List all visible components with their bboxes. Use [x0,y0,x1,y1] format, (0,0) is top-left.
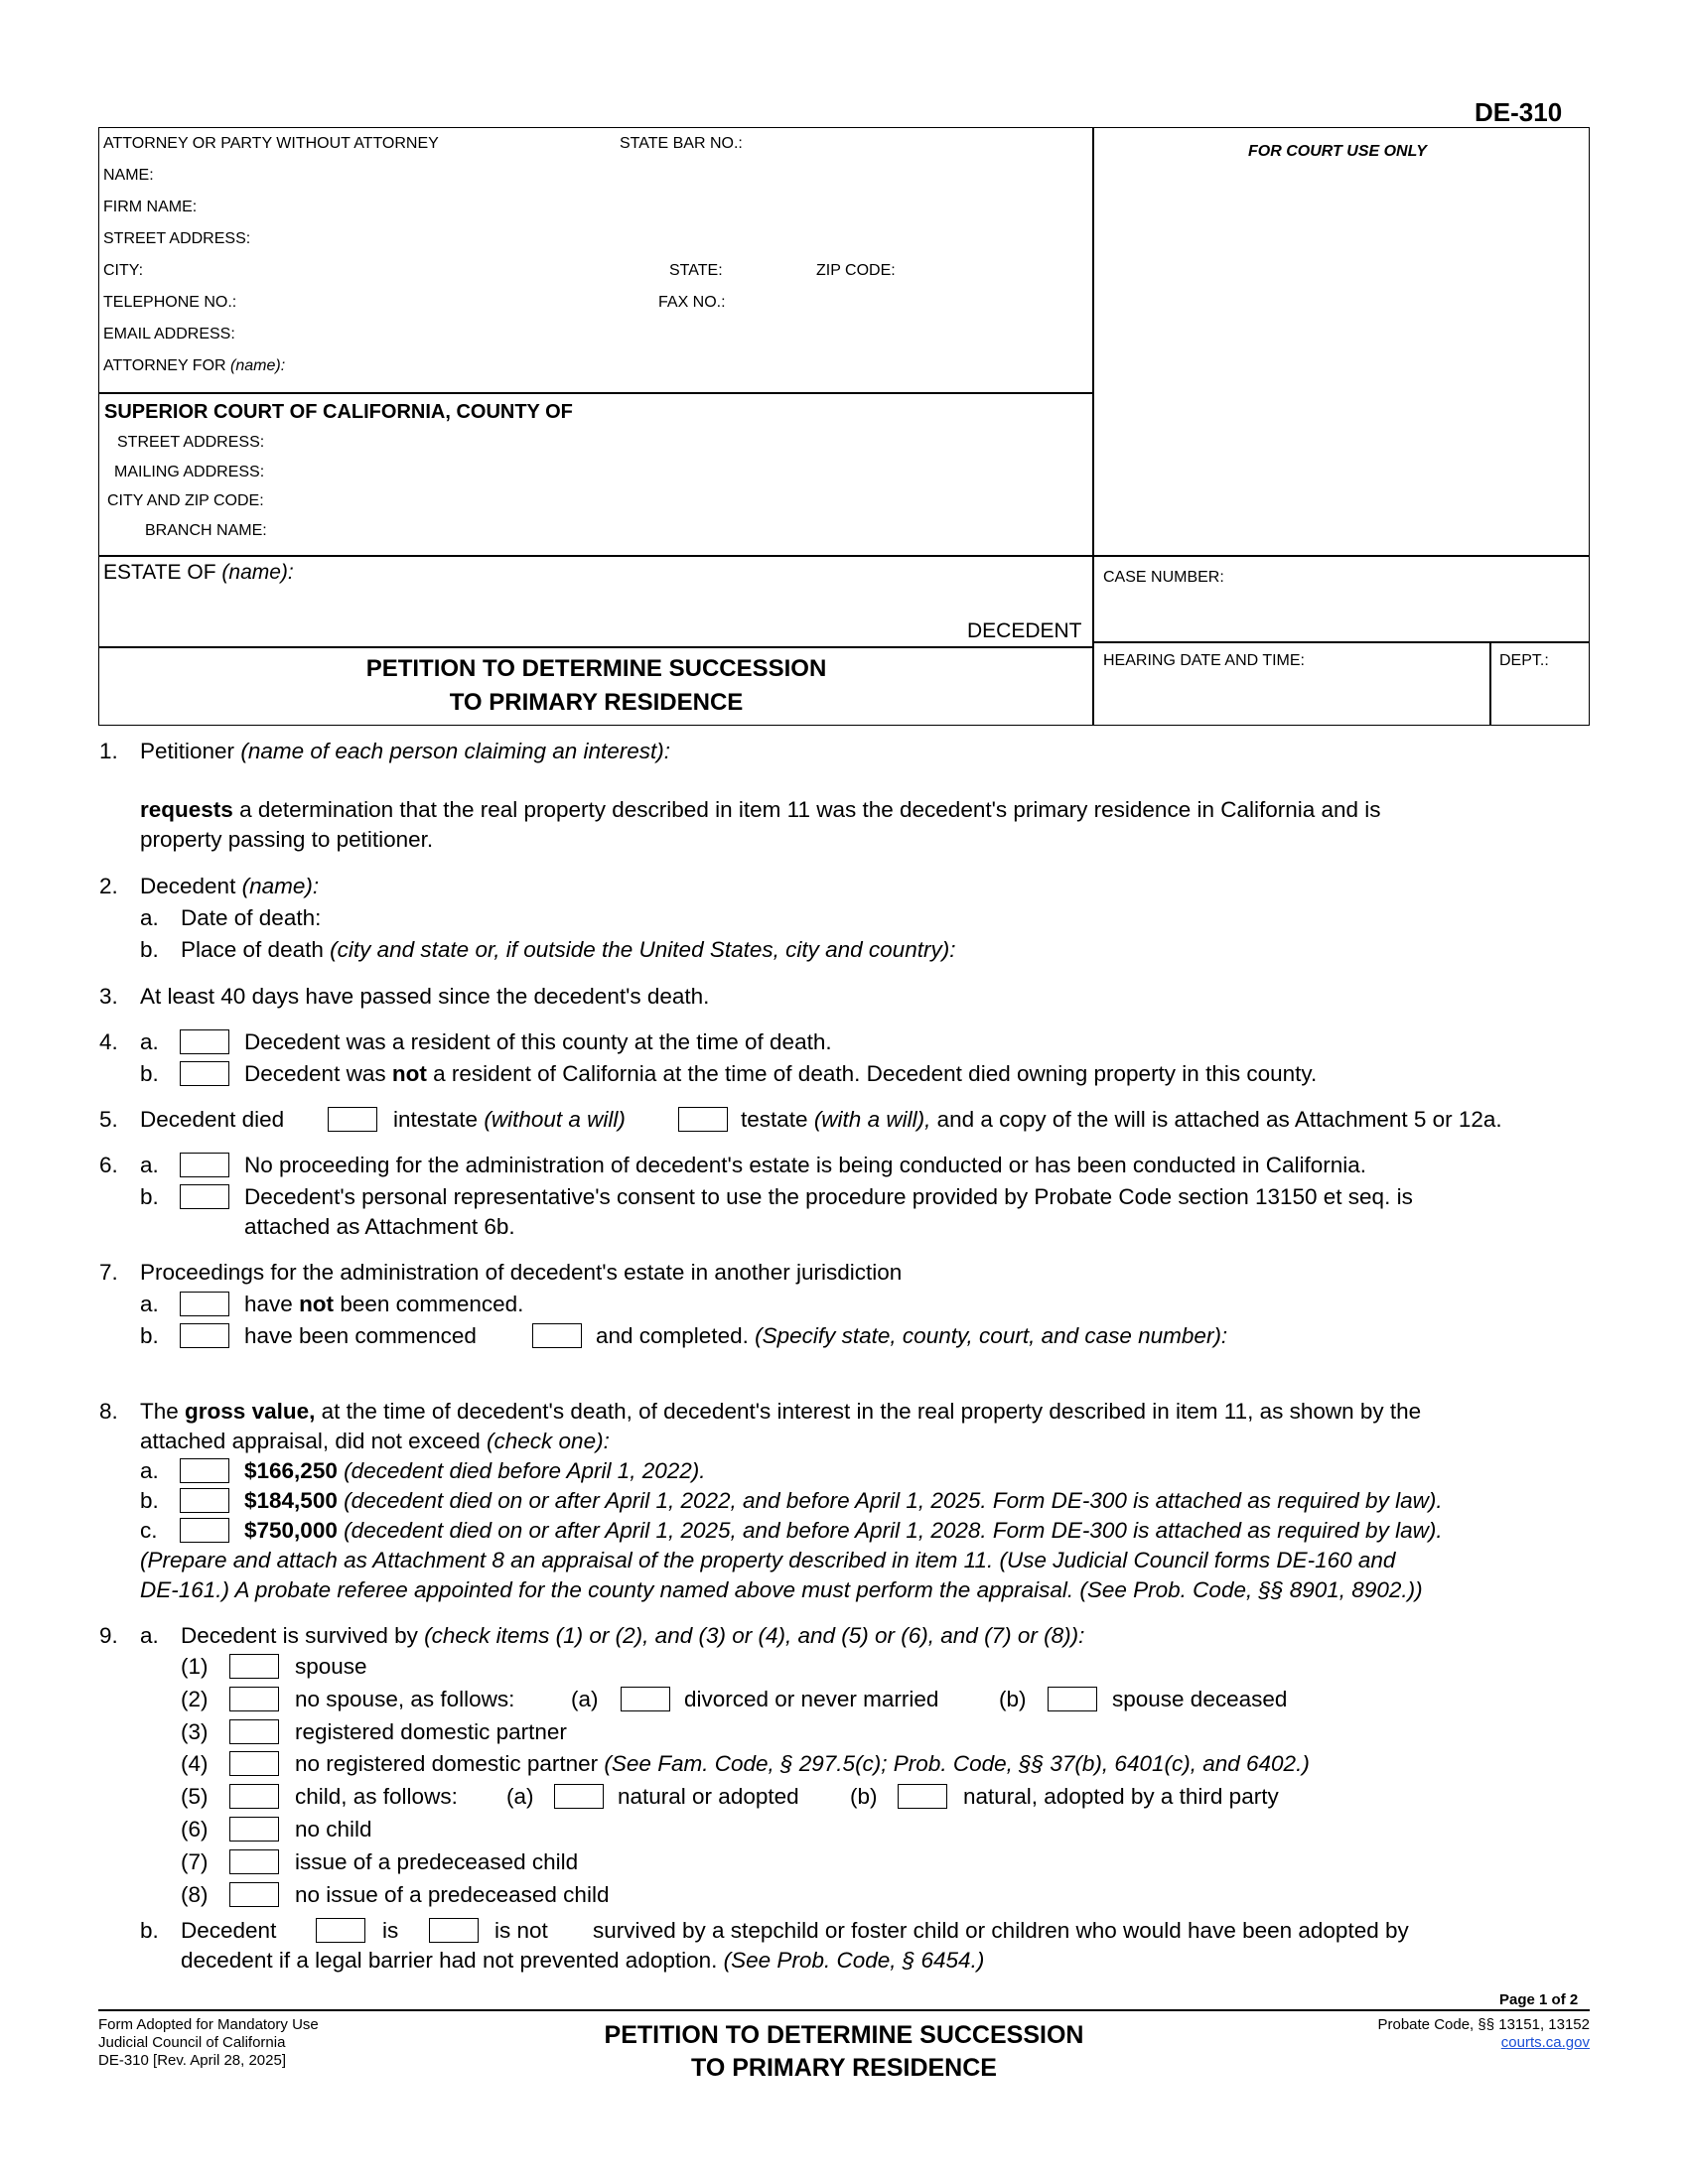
partner-checkbox[interactable] [229,1719,279,1744]
city-label: CITY: [103,262,144,279]
spouse-checkbox[interactable] [229,1654,279,1679]
courts-link[interactable]: courts.ca.gov [1500,2034,1590,2051]
item-8b-letter: b. [140,1488,159,1513]
dept-label: DEPT.: [1499,652,1549,669]
survivor-2a-label: (a) [571,1687,599,1711]
court-use-label: FOR COURT USE ONLY [1248,143,1427,160]
survivor-6: no child [295,1817,372,1842]
survivor-5-num: (5) [181,1784,209,1809]
item-9b-cont: decedent if a legal barrier had not prevented adoption. (See Prob. Code, § 6454.) [181,1948,985,1973]
survivor-6-num: (6) [181,1817,209,1842]
item-7b-completed: and completed. (Specify state, county, court, and case number): [596,1323,1228,1348]
footer-rule [98,2009,1590,2011]
survivor-1: spouse [295,1654,367,1679]
item-8a-checkbox[interactable] [180,1458,229,1483]
court-street-label: STREET ADDRESS: [117,434,265,451]
survivor-4-num: (4) [181,1751,209,1776]
item-7: Proceedings for the administration of decedent's estate in another jurisdiction [140,1260,903,1285]
survivor-5b-label: (b) [850,1784,878,1809]
item-9b-letter: b. [140,1918,159,1943]
item-7-num: 7. [99,1260,118,1285]
court-branch-label: BRANCH NAME: [145,522,267,539]
caption-right-box [1092,127,1590,726]
survivor-8: no issue of a predeceased child [295,1882,610,1907]
item-4-num: 4. [99,1029,118,1054]
case-number-label: CASE NUMBER: [1103,569,1224,586]
divider [1092,555,1590,557]
state-bar-label: STATE BAR NO.: [620,135,743,152]
item-9-num: 9. [99,1623,118,1648]
survivor-3-num: (3) [181,1719,209,1744]
item-6a: No proceeding for the administration of decedent's estate is being conducted or has been conducted in California. [244,1153,1367,1177]
item-8c-checkbox[interactable] [180,1518,229,1543]
survivor-4: no registered domestic partner (See Fam. Code, § 297.5(c); Prob. Code, §§ 37(b), 6401(c), and 6402.) [295,1751,1310,1776]
footer-title: PETITION TO DETERMINE SUCCESSION TO PRIMARY RESIDENCE [604,2021,1084,2082]
item-8c: $750,000 (decedent died on or after April 1, 2025, and before April 1, 2028. Form DE-300 is attached as required by law). [244,1518,1443,1543]
is-not-label: is not [494,1918,548,1943]
item-6b: Decedent's personal representative's consent to use the procedure provided by Probate Code section 13150 et seq. is [244,1184,1413,1209]
survivor-5b: natural, adopted by a third party [963,1784,1279,1809]
item-8-note: (Prepare and attach as Attachment 8 an appraisal of the property described in item 11. (Use Judicial Council forms DE-160 and [140,1548,1396,1572]
item-4a-checkbox[interactable] [180,1029,229,1054]
item-9a-letter: a. [140,1623,159,1648]
item-2a: Date of death: [181,905,322,930]
item-8c-letter: c. [140,1518,158,1543]
item-2: Decedent (name): [140,874,320,898]
item-9b: Decedent [181,1918,277,1943]
item-1-request-cont: property passing to petitioner. [140,827,434,852]
item-7b: have been commenced [244,1323,477,1348]
is-label: is [382,1918,399,1943]
survivor-7-num: (7) [181,1849,209,1874]
survivor-7: issue of a predeceased child [295,1849,579,1874]
attorney-label: ATTORNEY OR PARTY WITHOUT ATTORNEY [103,135,439,152]
fax-label: FAX NO.: [658,294,726,311]
item-8b-checkbox[interactable] [180,1488,229,1513]
item-5-num: 5. [99,1107,118,1132]
child-checkbox[interactable] [229,1784,279,1809]
natural-adopted-checkbox[interactable] [554,1784,604,1809]
item-3: At least 40 days have passed since the decedent's death. [140,984,710,1009]
item-2a-letter: a. [140,905,159,930]
form-title: PETITION TO DETERMINE SUCCESSION TO PRIMARY RESIDENCE [365,655,827,716]
third-party-checkbox[interactable] [898,1784,947,1809]
hearing-label: HEARING DATE AND TIME: [1103,652,1305,669]
testate-checkbox[interactable] [678,1107,728,1132]
survivor-2b: spouse deceased [1112,1687,1288,1711]
item-8a-letter: a. [140,1458,159,1483]
item-8: The gross value, at the time of decedent's death, of decedent's interest in the real property described in item 11, as shown by the [140,1399,1422,1424]
no-spouse-checkbox[interactable] [229,1687,279,1711]
spouse-deceased-checkbox[interactable] [1048,1687,1097,1711]
state-label: STATE: [669,262,723,279]
item-4a-letter: a. [140,1029,159,1054]
no-issue-checkbox[interactable] [229,1882,279,1907]
court-mailing-label: MAILING ADDRESS: [114,464,265,480]
item-8a: $166,250 (decedent died before April 1, 2022). [244,1458,706,1483]
survivor-2-num: (2) [181,1687,209,1711]
item-1-num: 1. [99,739,118,763]
testate-label: testate (with a will), and a copy of the will is attached as Attachment 5 or 12a. [741,1107,1502,1132]
survivor-3: registered domestic partner [295,1719,567,1744]
survivor-1-num: (1) [181,1654,209,1679]
item-6b-checkbox[interactable] [180,1184,229,1209]
page-number: Page 1 of 2 [1499,1991,1579,2008]
item-4b-letter: b. [140,1061,159,1086]
is-not-checkbox[interactable] [429,1918,479,1943]
survivor-2b-label: (b) [999,1687,1027,1711]
divider [98,555,1094,557]
item-4b-checkbox[interactable] [180,1061,229,1086]
survivor-2: no spouse, as follows: [295,1687,515,1711]
attorney-for-label: ATTORNEY FOR (name): [103,357,286,374]
item-8b: $184,500 (decedent died on or after April 1, 2022, and before April 1, 2025. Form DE-300 is attached as required by law). [244,1488,1443,1513]
divorced-checkbox[interactable] [621,1687,670,1711]
intestate-label: intestate (without a will) [393,1107,626,1132]
email-label: EMAIL ADDRESS: [103,326,235,342]
estate-label: ESTATE OF (name): [103,561,294,584]
item-6a-letter: a. [140,1153,159,1177]
item-6b-letter: b. [140,1184,159,1209]
no-partner-checkbox[interactable] [229,1751,279,1776]
intestate-checkbox[interactable] [328,1107,377,1132]
item-1-request: requests a determination that the real property described in item 11 was the decedent's primary residence in California and is [140,797,1381,822]
zip-label: ZIP CODE: [816,262,896,279]
item-2b-letter: b. [140,937,159,962]
item-2-num: 2. [99,874,118,898]
firm-label: FIRM NAME: [103,199,198,215]
court-title: SUPERIOR COURT OF CALIFORNIA, COUNTY OF [104,401,573,423]
item-6b-cont: attached as Attachment 6b. [244,1214,515,1239]
survivor-2a: divorced or never married [684,1687,939,1711]
item-5: Decedent died [140,1107,285,1132]
item-8-cont: attached appraisal, did not exceed (check one): [140,1429,610,1453]
decedent-label: DECEDENT [967,619,1082,642]
is-checkbox[interactable] [316,1918,365,1943]
divider [1489,641,1491,726]
no-child-checkbox[interactable] [229,1817,279,1842]
item-8-note-cont: DE-161.) A probate referee appointed for the county named above must perform the appraisal. (See Prob. Code, §§ 8901, 8902.)) [140,1577,1423,1602]
item-1: Petitioner (name of each person claiming an interest): [140,739,671,763]
street-label: STREET ADDRESS: [103,230,251,247]
item-4a: Decedent was a resident of this county at the time of death. [244,1029,832,1054]
item-3-num: 3. [99,984,118,1009]
footer-adopted: Form Adopted for Mandatory Use Judicial Council of California DE-310 [Rev. April 28, 2025] [98,2016,319,2069]
caption-left-box [98,127,1094,726]
item-7a-letter: a. [140,1292,159,1316]
item-7a: have not been commenced. [244,1292,524,1316]
footer-code: Probate Code, §§ 13151, 13152 courts.ca.gov [1192,2016,1590,2052]
survivor-5a-label: (a) [506,1784,534,1809]
survivor-5: child, as follows: [295,1784,458,1809]
item-9a: Decedent is survived by (check items (1) or (2), and (3) or (4), and (5) or (6), and (7) or (8)): [181,1623,1085,1648]
item-7b-checkbox[interactable] [180,1323,229,1348]
item-6a-checkbox[interactable] [180,1153,229,1177]
item-8-num: 8. [99,1399,118,1424]
item-6-num: 6. [99,1153,118,1177]
telephone-label: TELEPHONE NO.: [103,294,237,311]
item-7a-checkbox[interactable] [180,1292,229,1316]
survivor-5a: natural or adopted [618,1784,799,1809]
court-cityzip-label: CITY AND ZIP CODE: [107,492,264,509]
item-9b-tail: survived by a stepchild or foster child or children who would have been adopted by [593,1918,1409,1943]
item-7b-completed-checkbox[interactable] [532,1323,582,1348]
divider [98,646,1094,648]
survivor-8-num: (8) [181,1882,209,1907]
issue-checkbox[interactable] [229,1849,279,1874]
item-4b: Decedent was not a resident of California at the time of death. Decedent died owning property in this county. [244,1061,1318,1086]
form-id: DE-310 [1475,97,1563,127]
divider [1092,641,1590,643]
divider [98,392,1094,394]
name-label: NAME: [103,167,154,184]
item-7b-letter: b. [140,1323,159,1348]
item-2b: Place of death (city and state or, if outside the United States, city and country): [181,937,956,962]
